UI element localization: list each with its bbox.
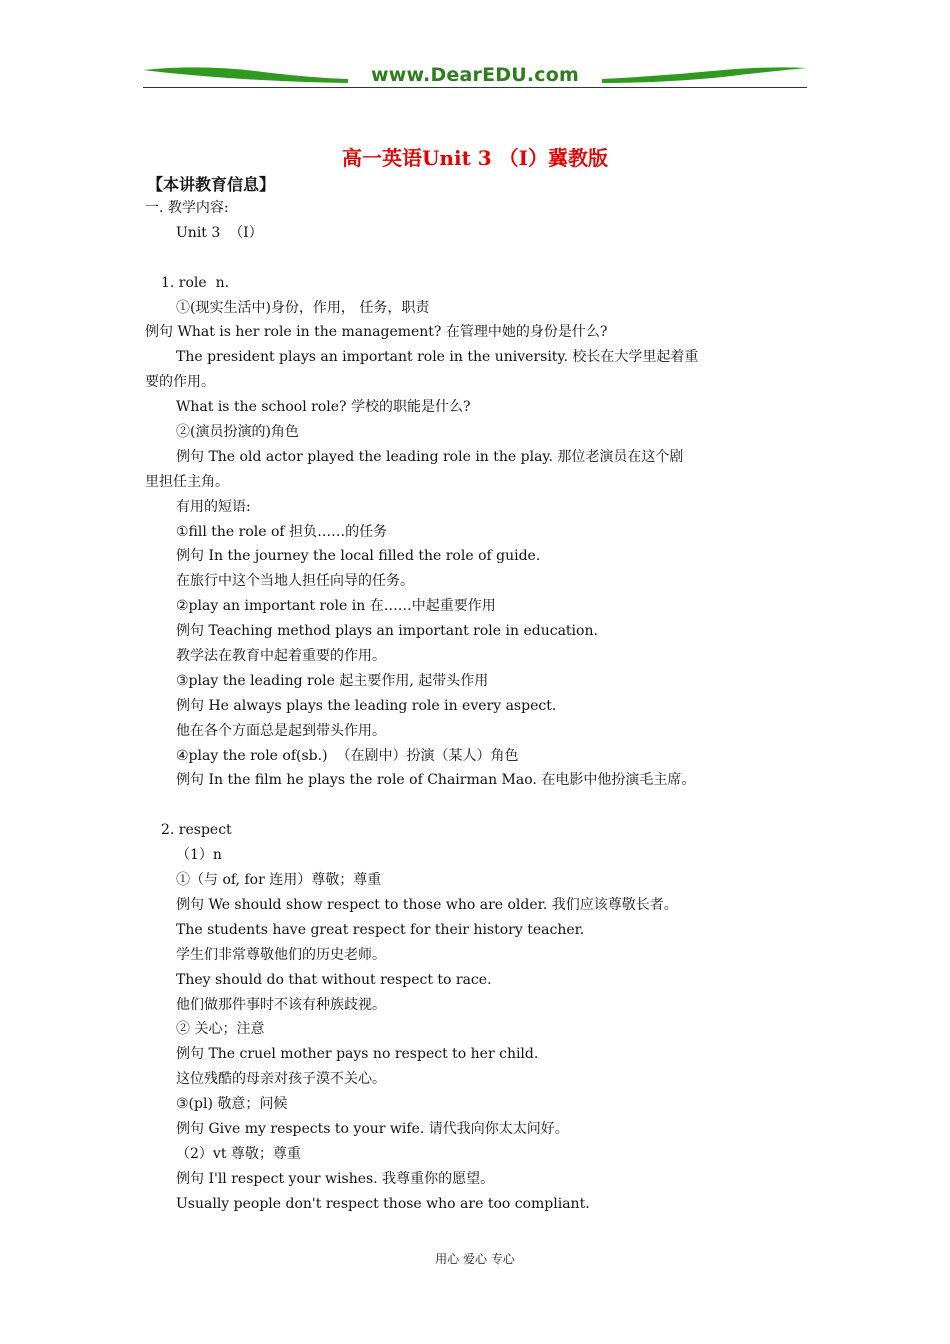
content-line: 他们做那件事时不该有种族歧视。 [176,996,386,1013]
content-line: 要的作用。 [145,374,215,391]
content-line: 学生们非常尊敬他们的历史老师。 [176,946,386,963]
content-line: The president plays an important role in the university. 校长在大学里起着重 [176,349,699,366]
content-line: 例句 Teaching method plays an important role in education. [176,623,598,640]
content-line: 2. respect [161,822,232,839]
section-heading: 【本讲教育信息】 [147,175,276,194]
content-line: 一. 教学内容: [145,200,229,216]
content-line: 例句 In the journey the local filled the role of guide. [176,548,541,565]
content-line: ①fill the role of 担负……的任务 [176,523,388,540]
content-line: ②play an important role in 在……中起重要作用 [176,598,496,615]
lesson-content [145,196,807,1217]
content-line: ② 关心；注意 [176,1021,265,1038]
content-line: ④play the role of(sb.) （在剧中）扮演（某人）角色 [176,747,519,764]
content-line: 在旅行中这个当地人担任向导的任务。 [176,573,414,590]
content-line: What is the school role? 学校的职能是什么? [176,399,471,416]
content-line [145,793,807,818]
content-line: 他在各个方面总是起到带头作用。 [176,722,386,739]
content-line: 例句 I'll respect your wishes. 我尊重你的愿望。 [176,1170,495,1187]
content-line: Usually people don't respect those who are too compliant. [176,1195,590,1212]
content-line: 例句 We should show respect to those who are older. 我们应该尊敬长者。 [176,896,678,913]
content-line: （2）vt 尊敬；尊重 [176,1145,301,1162]
content-line: 有用的短语: [176,498,251,515]
content-line: ③play the leading role 起主要作用, 起带头作用 [176,672,489,689]
content-line: ③(pl) 敬意；问候 [176,1096,288,1113]
content-line: 例句 He always plays the leading role in every aspect. [176,697,557,714]
content-line: They should do that without respect to race. [176,971,492,988]
content-line: 例句 The cruel mother pays no respect to her child. [176,1046,539,1063]
content-line: 教学法在教育中起着重要的作用。 [176,648,386,665]
content-line: 例句 In the film he plays the role of Chairman Mao. 在电影中他扮演毛主席。 [176,772,696,789]
content-line: The students have great respect for their history teacher. [176,921,585,938]
content-line: Unit 3 （I） [176,224,263,241]
content-line: ①（与 of, for 连用）尊敬；尊重 [176,872,382,889]
content-line: 1. role n. [161,274,230,291]
content-line: ①(现实生活中)身份，作用， 任务，职责 [176,299,430,316]
content-line: 里担任主角。 [145,473,229,490]
site-logo[interactable]: www.DearEDU.com [370,64,580,86]
content-line [145,246,807,271]
header-divider [143,87,807,88]
content-line: 例句 What is her role in the management? 在管理中她的身份是什么? [145,324,608,341]
content-line: 例句 Give my respects to your wife. 请代我向你太太问好。 [176,1120,569,1137]
content-line: 这位残酷的母亲对孩子漠不关心。 [176,1071,386,1088]
content-line: 例句 The old actor played the leading role in the play. 那位老演员在这个剧 [176,448,684,465]
content-line: ②(演员扮演的)角色 [176,424,299,441]
content-line: （1）n [176,847,222,864]
page-title: 高一英语Unit 3 （I）冀教版 [341,146,608,170]
page-footer: 用心 爱心 专心 [435,1252,515,1266]
